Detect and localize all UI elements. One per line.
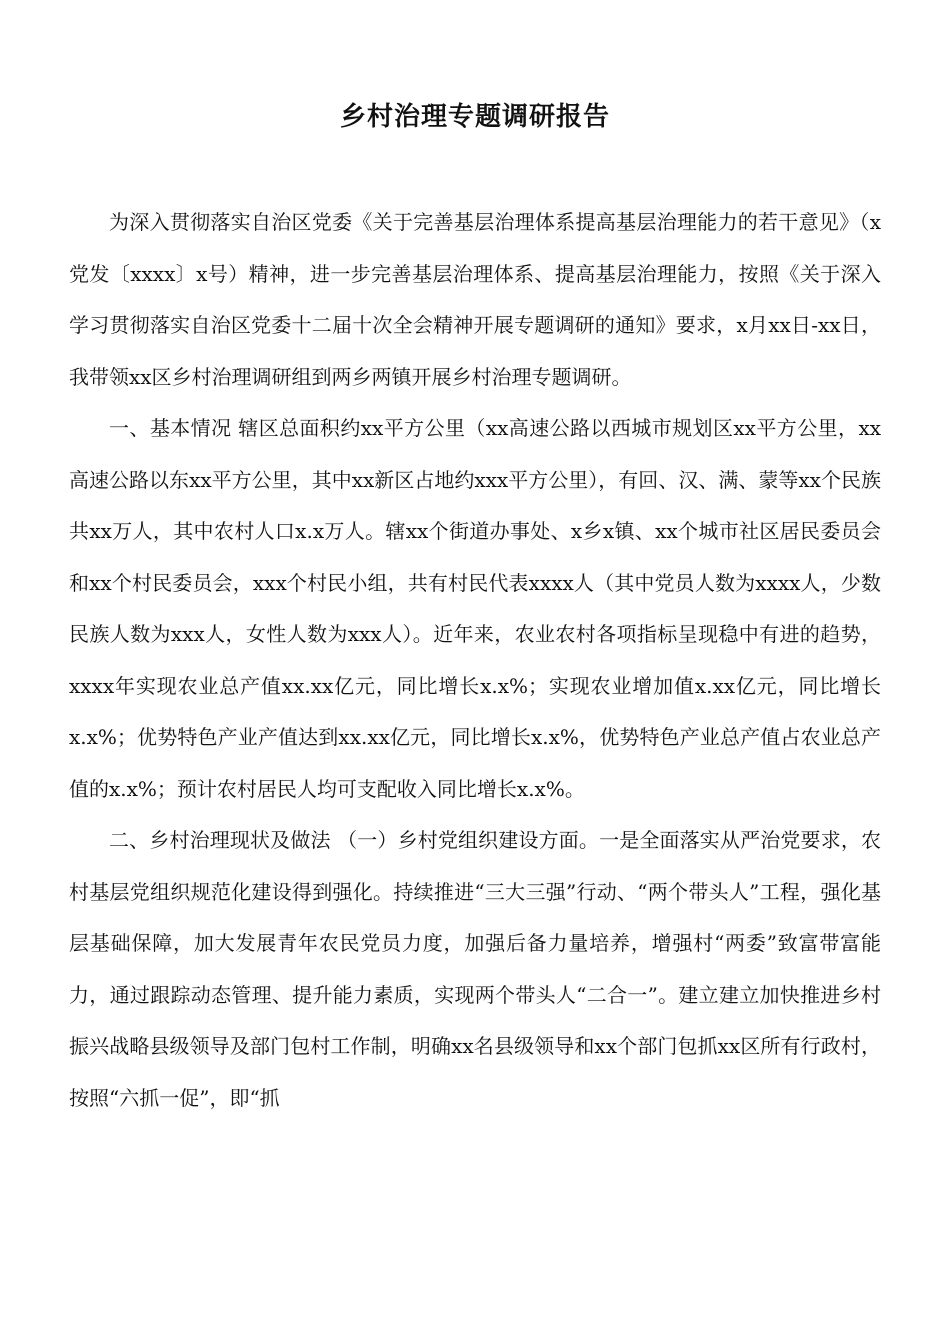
paragraph-governance-status: 二、乡村治理现状及做法 （一）乡村党组织建设方面。一是全面落实从严治党要求，农村基层党组织规范化建设得到强化。持续推进“三大三强”行动、“两个带头人”工程，强化基层基础保障，加大发展青年农民党员力度，加强后备力量培养，增强村“两委”致富带富能力，通过跟踪动态管理、提升能力素质，实现两个带头人“二合一”。建立建立加快推进乡村振兴战略县级领导及部门包村工作制，明确xx名县级领导和xx个部门包抓xx区所有行政村，按照“六抓一促”，即“抓 [69, 828, 881, 1110]
document-title: 乡村治理专题调研报告 [339, 102, 610, 132]
document-body [69, 197, 881, 1124]
paragraph-intro: 为深入贯彻落实自治区党委《关于完善基层治理体系提高基层治理能力的若干意见》（x党发〔xxxx〕x号）精神，进一步完善基层治理体系、提高基层治理能力，按照《关于深入学习贯彻落实自治区党委十二届十次全会精神开展专题调研的通知》要求，x月xx日-xx日，我带领xx区乡村治理调研组到两乡两镇开展乡村治理专题调研。 [69, 210, 881, 389]
paragraph-basic-situation: 一、基本情况 辖区总面积约xx平方公里（xx高速公路以西城市规划区xx平方公里，xx高速公路以东xx平方公里，其中xx新区占地约xxx平方公里），有回、汉、满、蒙等xx个民族共xx万人，其中农村人口x.x万人。辖xx个街道办事处、x乡x镇、xx个城市社区居民委员会和xx个村民委员会，xxx个村民小组，共有村民代表xxxx人（其中党员人数为xxxx人，少数民族人数为xxx人，女性人数为xxx人）。近年来，农业农村各项指标呈现稳中有进的趋势，xxxx年实现农业总产值xx.xx亿元，同比增长x.x%；实现农业增加值x.xx亿元，同比增长x.x%；优势特色产业产值达到xx.xx亿元，同比增长x.x%，优势特色产业总产值占农业总产值的x.x%；预计农村居民人均可支配收入同比增长x.x%。 [69, 416, 881, 801]
